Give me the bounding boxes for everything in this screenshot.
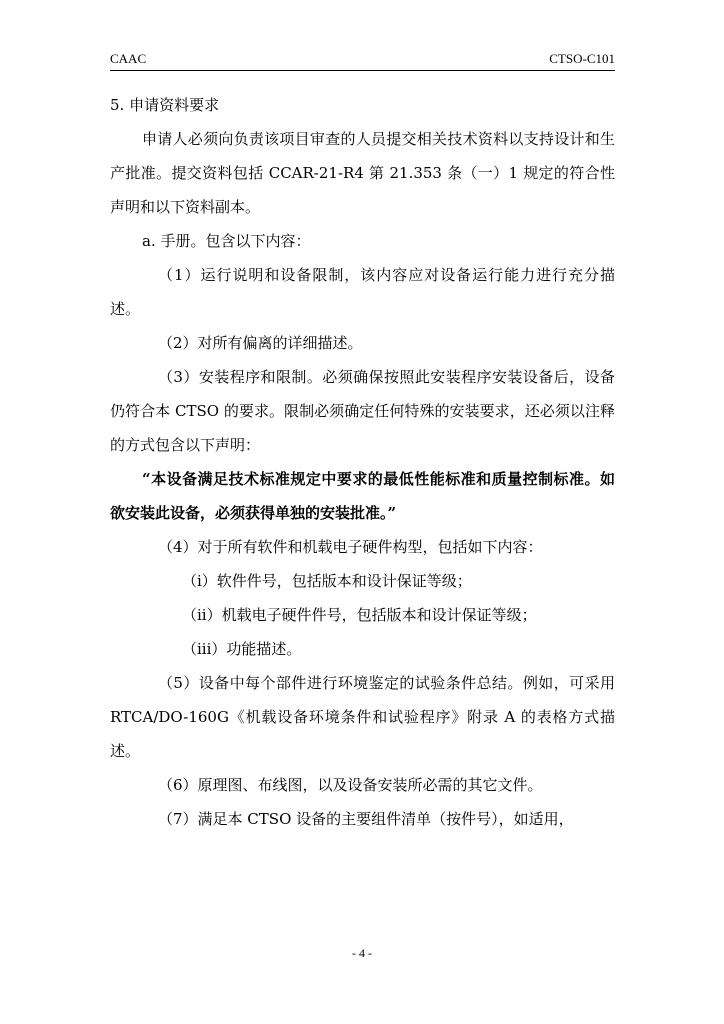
item-4-iii: （iii）功能描述。 <box>182 640 302 658</box>
item-7: （7）满足本 CTSO 设备的主要组件清单（按件号），如适用， <box>158 810 574 828</box>
page-number: - 4 - <box>352 946 372 960</box>
document-body <box>110 88 615 836</box>
header-left-label: CAAC <box>110 51 147 66</box>
section-title: 5. 申请资料要求 <box>110 96 220 114</box>
item-5: （5）设备中每个部件进行环境鉴定的试验条件总结。例如，可采用 RTCA/DO-160G《机载设备环境条件和试验程序》附录 A 的表格方式描述。 <box>110 674 615 760</box>
item-a-manual: a. 手册。包含以下内容： <box>142 232 311 250</box>
header-right-label: CTSO-C101 <box>549 51 615 66</box>
page-header <box>110 52 615 71</box>
item-2: （2）对所有偏离的详细描述。 <box>158 334 363 352</box>
item-4: （4）对于所有软件和机载电子硬件构型，包括如下内容： <box>158 538 543 556</box>
item-4-ii: （ii）机载电子硬件件号，包括版本和设计保证等级； <box>182 606 537 624</box>
paragraph-intro: 申请人必须向负责该项目审查的人员提交相关技术资料以支持设计和生产批准。提交资料包括 CCAR-21-R4 第 21.353 条（一）1 规定的符合性声明和以下资料副本。 <box>110 130 615 216</box>
item-6: （6）原理图、布线图，以及设备安装所必需的其它文件。 <box>158 776 543 794</box>
item-3: （3）安装程序和限制。必须确保按照此安装程序安装设备后，设备仍符合本 CTSO 的要求。限制必须确定任何特殊的安装要求，还必须以注释的方式包含以下声明： <box>110 368 615 454</box>
quoted-statement: “本设备满足技术标准规定中要求的最低性能标准和质量控制标准。如欲安装此设备，必须获得单独的安装批准。” <box>110 470 615 522</box>
item-1: （1）运行说明和设备限制，该内容应对设备运行能力进行充分描述。 <box>110 266 615 318</box>
item-4-i: （i）软件件号，包括版本和设计保证等级； <box>182 572 472 590</box>
